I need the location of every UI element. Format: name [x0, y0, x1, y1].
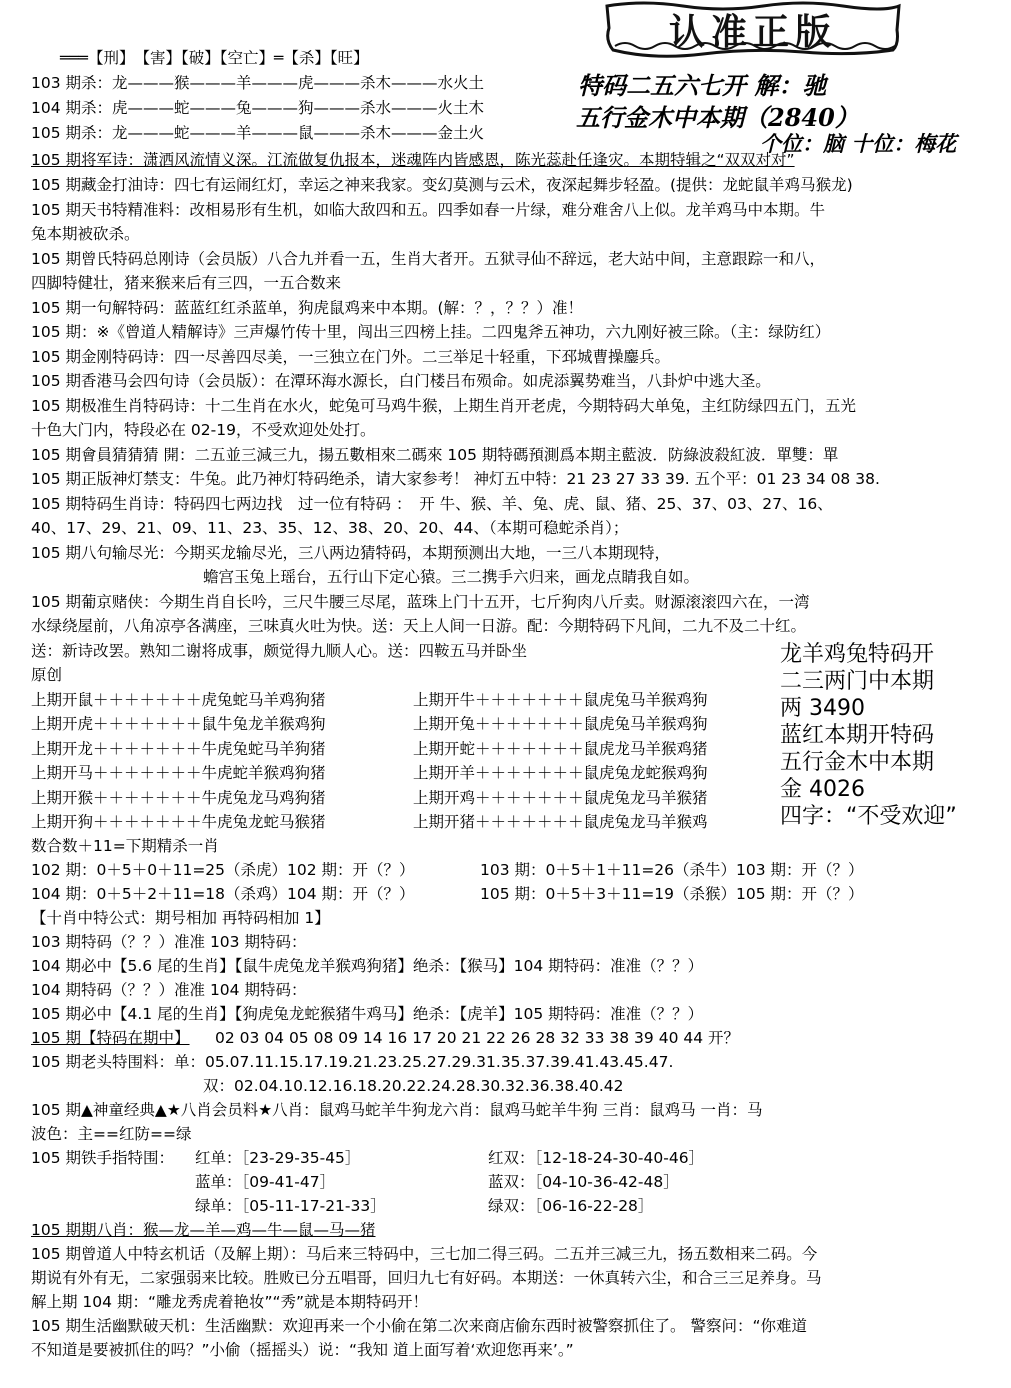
stamp-text: 认准正版: [668, 11, 837, 53]
text-line: 兔本期被砍杀。: [31, 225, 140, 243]
text-line: 水绿绕屋前，八角凉亭各满座，三味真火吐为快。送：天上人间一日游。配：今期特码下凡间，二九不及二十红。: [31, 617, 807, 635]
text-line: 105 期必中【4.1 尾的生肖】【狗虎兔龙蛇猴猪牛鸡马】绝杀：【虎羊】105 期特码：准准（？？）: [31, 1005, 704, 1023]
text-line: 十色大门内，特段必在 02-19，不受欢迎处处打。: [31, 421, 376, 439]
text-line: 解上期 104 期：“雕龙秀虎着艳妆”“秀”就是本期特码开！: [31, 1293, 429, 1311]
text-line: 105 期极准生肖特码诗：十二生肖在水火，蛇兔可马鸡牛猴，上期生肖开老虎，今期特码大单兔，主红防绿四五门，五光: [31, 397, 857, 415]
text-line: 不知道是要被抓住的吗？”小偷（摇摇头）说：“我知 道上面写着‘欢迎您再来’。”: [31, 1341, 574, 1359]
shangqi-right-row: 上期开牛＋＋＋＋＋＋＋鼠虎兔马羊猴鸡狗: [413, 691, 708, 709]
text-line: 105 期正版神灯禁支：牛兔。此乃神灯特码绝杀，请大家参考！ 神灯五中特：21 23 27 33 39. 五个平：01 23 34 08 38.: [31, 470, 880, 488]
tieshou-lanshuang: 蓝双：［04-10-36-42-48］: [488, 1173, 679, 1191]
box-line: 二三两门中本期: [780, 669, 935, 694]
text-line: 四脚特健壮，猪来猴来后有三四，一五合数来: [31, 274, 342, 292]
text-line: 105 期将军诗：潇洒风流情义深。江流做复仇报本，迷魂阵内皆感恩，陈光蕊赴任逢灾。本期特辑之“双双对对”: [31, 151, 795, 169]
text-line: 波色：主==红防==绿: [31, 1125, 192, 1143]
shangqi-right-row: 上期开兔＋＋＋＋＋＋＋鼠虎兔马羊猴鸡狗: [413, 715, 708, 733]
authentic-stamp: [603, 0, 903, 58]
sha-row: 104 期杀：虎———蛇———兔———狗———杀水———火土木: [31, 99, 485, 117]
shangqi-left-row: 上期开马＋＋＋＋＋＋＋牛虎蛇羊猴鸡狗猪: [31, 764, 326, 782]
text-line: 105 期天书特精准料：改相易形有生机，如临大敌四和五。四季如春一片绿，难分难舍八上似。龙羊鸡马中本期。牛: [31, 201, 826, 219]
shangqi-left-row: 上期开鼠＋＋＋＋＋＋＋虎兔蛇马羊鸡狗猪: [31, 691, 326, 709]
text-line: 105 期一句解特码：蓝蓝红红杀蓝单，狗虎鼠鸡来中本期。(解：？，？？）准！: [31, 299, 584, 317]
shangqi-right-row: 上期开蛇＋＋＋＋＋＋＋鼠虎龙马羊猴鸡猪: [413, 740, 708, 758]
tieshou-label: 105 期铁手指特围：: [31, 1149, 175, 1167]
text-line: 数合数＋11=下期精杀一肖: [31, 837, 219, 855]
tieshou-hongshuang: 红双：［12-18-24-30-40-46］: [488, 1149, 705, 1167]
text-line: 【十肖中特公式：期号相加 再特码相加 1】: [31, 909, 330, 927]
text-line: 105 期生活幽默破天机：生活幽默：欢迎再来一个小偷在第二次来商店偷东西时被警察抓住了。 警察问：“你难道: [31, 1317, 807, 1335]
text-line: 105 期：※《曾道人精解诗》三声爆竹传十里，闯出三四榜上挂。二四鬼斧五神功，六九刚好被三除。（主：绿防红）: [31, 323, 831, 341]
text-line: 送：新诗改罢。熟知二谢将成事，颇觉得九顺人心。送：四鞍五马并卧坐: [31, 642, 528, 660]
box-line: 龙羊鸡兔特码开: [780, 642, 935, 667]
sha-row: 105 期杀：龙———蛇———羊———鼠———杀木———金土火: [31, 124, 485, 142]
calc-left: 104 期：0＋5＋2＋11=18（杀鸡）104 期：开（？）: [31, 885, 415, 903]
shangqi-left-row: 上期开狗＋＋＋＋＋＋＋牛虎兔龙蛇马猴猪: [31, 813, 326, 831]
shangqi-left-row: 上期开虎＋＋＋＋＋＋＋鼠牛兔龙羊猴鸡狗: [31, 715, 326, 733]
calc-left: 102 期：0＋5＋0＋11=25（杀虎）102 期：开（？）: [31, 861, 415, 879]
tieshou-hongdan: 红单：［23-29-35-45］: [195, 1149, 361, 1167]
box-line: 两 3490: [780, 696, 865, 721]
handwritten-note-1: 特码二五六七开 解：驰: [578, 71, 827, 100]
text-line: 105 期特码生肖诗：特码四七两边找 过一位有特码 ： 开 牛、猴、羊、兔、虎、鼠、猪、25、37、03、27、16、: [31, 495, 833, 513]
text-line: 104 期特码（？？）准准 104 期特码：: [31, 981, 307, 999]
shangqi-right-row: 上期开猪＋＋＋＋＋＋＋鼠虎兔龙马羊猴鸡: [413, 813, 708, 831]
text-line: 105 期藏金打油诗：四七有运闹红灯，幸运之神来我家。变幻莫测与云术，夜深起舞步轻盈。(提供：龙蛇鼠羊鸡马猴龙): [31, 176, 853, 194]
text-line: 105 期葡京赌侠：今期生肖自长吟，三尺牛腰三尽尾，蓝珠上门十五开，七斤狗肉八斤卖。财源滚滚四六在，一湾: [31, 593, 810, 611]
text-line: 105 期曾道人中特玄机话（及解上期）：马后来三特码中，三七加二得三码。二五并三减三九，扬五数相来二码。今: [31, 1245, 818, 1263]
text-line: 105 期香港马会四句诗（会员版）：在潭环海水源长，白门楼吕布殒命。如虎添翼势难当，八卦炉中逃大圣。: [31, 372, 771, 390]
handwritten-note-2: 五行金木中本期（2840）: [576, 103, 859, 132]
text-line: 105 期曾氏特码总刚诗（会员版）八合九并看一五，生肖大者开。五狱寻仙不辞远，老大站中间，主意跟踪一和八，: [31, 250, 826, 268]
calc-right: 105 期：0＋5＋3＋11=19（杀猴）105 期：开（？）: [480, 885, 864, 903]
tieshou-lvdan: 绿单：［05-11-17-21-33］: [195, 1197, 386, 1215]
text-line: 105 期八句输尽光：今期买龙输尽光，三八两边猜特码，本期预测出大地，一三八本期现特，: [31, 544, 671, 562]
box-line: 蓝红本期开特码: [780, 723, 935, 748]
text-line: 原创: [31, 666, 63, 684]
handwritten-note-3: 个位：脑 十位：梅花: [760, 131, 957, 156]
shangqi-right-row: 上期开鸡＋＋＋＋＋＋＋鼠虎兔龙马羊猴猪: [413, 789, 708, 807]
shangqi-left-row: 上期开猴＋＋＋＋＋＋＋牛虎兔龙马鸡狗猪: [31, 789, 326, 807]
text-line: 105 期▲神童经典▲★八肖会员料★八肖：鼠鸡马蛇羊牛狗龙六肖：鼠鸡马蛇羊牛狗 三肖：鼠鸡马 一肖：马: [31, 1101, 763, 1119]
box-line: 金 4026: [780, 777, 865, 802]
sha-row: 103 期杀：龙———猴———羊———虎———杀木———水火土: [31, 74, 485, 92]
shangqi-left-row: 上期开龙＋＋＋＋＋＋＋牛虎兔蛇马羊狗猪: [31, 740, 326, 758]
tieshou-landan: 蓝单：［09-41-47］: [195, 1173, 336, 1191]
header-line: ═══【刑】 【害】【破】【空亡】═【杀】【旺】: [60, 49, 369, 67]
tieshou-lvshuang: 绿双：［06-16-22-28］: [488, 1197, 654, 1215]
bajiu-line: 105 期期八肖：猴—龙—羊—鸡—牛—鼠—马—猪: [31, 1221, 376, 1239]
qijian-label: 105 期【特码在期中】: [31, 1029, 190, 1047]
text-line: 104 期必中【5.6 尾的生肖】【鼠牛虎兔龙羊猴鸡狗猪】绝杀：【猴马】104 期特码：准准（？？）: [31, 957, 704, 975]
box-line: 四字：“不受欢迎”: [780, 804, 957, 829]
text-line: 105 期金刚特码诗：四一尽善四尽美，一三独立在门外。二三举足十轻重，下邳城曹操鏖兵。: [31, 348, 671, 366]
box-line: 五行金木中本期: [780, 750, 935, 775]
qijian-numbers: 02 03 04 05 08 09 14 16 17 20 21 22 26 28 32 33 38 39 40 44 开？: [215, 1029, 740, 1047]
text-line: 105 期會員猜猜猜 開：二五並三減三九，揚五數相來二碼來 105 期特碼預測爲本期主藍波．防綠波殺紅波．單雙：單: [31, 446, 839, 464]
text-line: 103 期特码（？？）准准 103 期特码：: [31, 933, 307, 951]
shangqi-right-row: 上期开羊＋＋＋＋＋＋＋鼠虎兔龙蛇猴鸡狗: [413, 764, 708, 782]
text-line: 双：02.04.10.12.16.18.20.22.24.28.30.32.36.38.40.42: [203, 1077, 624, 1095]
calc-right: 103 期：0＋5＋1＋11=26（杀牛）103 期：开（？）: [480, 861, 864, 879]
text-line: 期说有外有无，二家强弱来比较。胜败已分五唱哥，回归九七有好码。本期送：一休真转六尘，和合三三足养身。马: [31, 1269, 822, 1287]
text-line: 40、17、29、21、09、11、23、35、12、38、20、20、44、（本期可稳蛇杀肖）；: [31, 519, 629, 537]
text-line: 蟾宫玉兔上瑶台，五行山下定心猿。三二携手六归来，画龙点睛我自如。: [203, 568, 700, 586]
text-line: 105 期老头特围料：单：05.07.11.15.17.19.21.23.25.27.29.31.35.37.39.41.43.45.47.: [31, 1053, 674, 1071]
